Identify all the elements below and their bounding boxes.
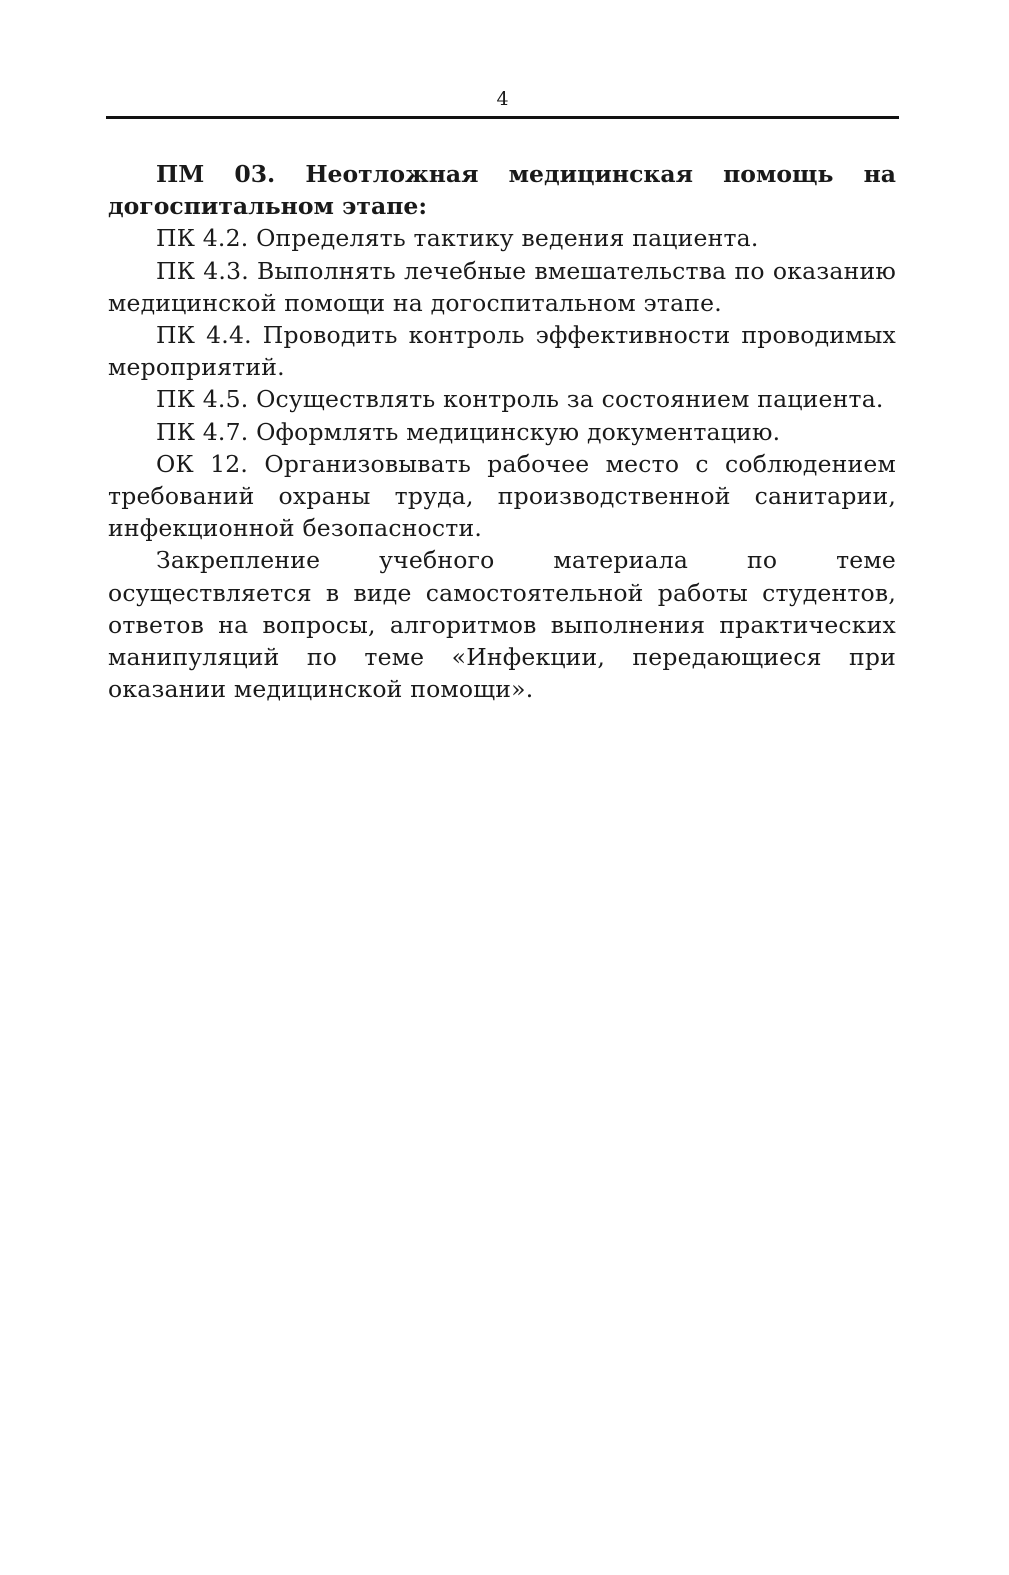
section-heading: ПМ 03. Неотложная медицинская помощь на догоспитальном этапе: (108, 160, 896, 221)
competency-pk-4-7: ПК 4.7. Оформлять медицинскую документацию. (156, 417, 781, 446)
competency-pk-4-5: ПК 4.5. Осуществлять контроль за состоянием пациента. (156, 385, 884, 414)
competency-pk-4-3: ПК 4.3. Выполнять лечебные вмешательства по оказанию медицинской помощи на догоспитальном этапе. (108, 256, 896, 317)
competency-pk-4-2: ПК 4.2. Определять тактику ведения пациента. (156, 224, 759, 253)
page-header (106, 84, 899, 119)
competency-pk-4-4: ПК 4.4. Проводить контроль эффективности проводимых мероприятий. (108, 321, 896, 382)
page-content (108, 158, 896, 705)
competency-ok-12: ОК 12. Организовывать рабочее место с соблюдением требований охраны труда, производственной санитарии, инфекционной безопасности. (108, 449, 896, 543)
consolidation-paragraph: Закрепление учебного материала по теме осуществляется в виде самостоятельной работы студентов, ответов на вопросы, алгоритмов выполнения практических манипуляций по теме «Инфекции, передающиеся при оказании медицинской помощи». (108, 546, 896, 704)
page-number: 4 (496, 88, 509, 110)
